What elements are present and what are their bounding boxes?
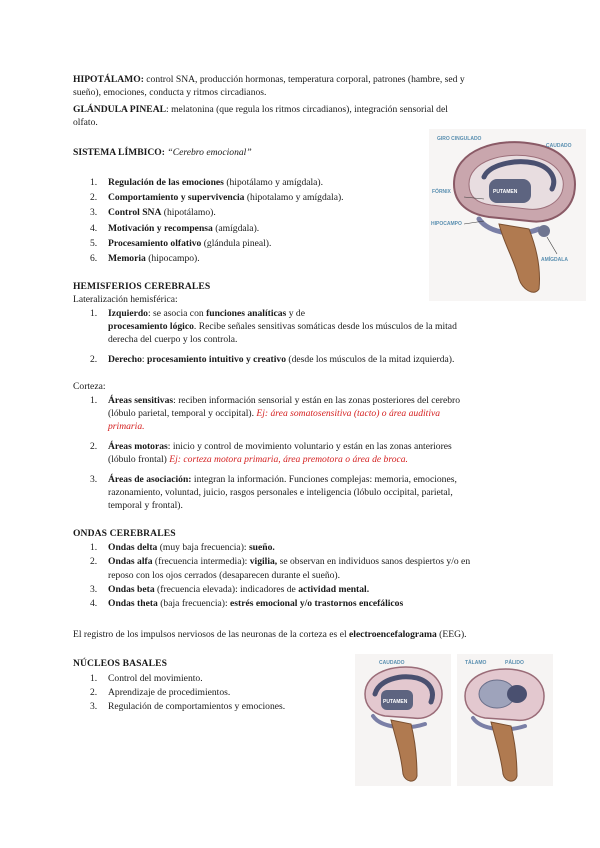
amygdala-shape <box>538 225 550 237</box>
list-item: 5. Procesamiento olfativo (glándula pineal). <box>90 237 272 249</box>
hemisferios-subheading: Lateralización hemisférica: <box>73 294 178 305</box>
hemisferios-list <box>73 307 543 366</box>
list-item: 2. Aprendizaje de procedimientos. <box>90 687 231 698</box>
hipotalamo-heading: HIPOTÁLAMO: <box>73 74 144 85</box>
label-amigdala: AMÍGDALA <box>541 257 568 263</box>
label-putamen: PUTAMEN <box>493 189 518 195</box>
hemisferios-heading: HEMISFERIOS CEREBRALES <box>73 281 211 292</box>
list-item: 1. Regulación de las emociones (hipotálamo y amígdala). <box>90 177 324 188</box>
ondas-heading: ONDAS CEREBRALES <box>73 528 176 539</box>
label-giro-cingulado: GIRO CINGULADO <box>437 136 482 142</box>
corteza-heading: Corteza: <box>73 381 106 392</box>
list-item: 1. Ondas delta (muy baja frecuencia): sueño. <box>90 542 275 553</box>
list-item: 3. Regulación de comportamientos y emociones. <box>90 701 286 712</box>
limbico-list <box>73 175 403 266</box>
list-item: 6. Memoria (hipocampo). <box>90 253 200 265</box>
hipotalamo-text-2: sueño), emociones, conducta y ritmos circadianos. <box>73 87 267 98</box>
list-item: 3. Control SNA (hipotálamo). <box>90 207 216 219</box>
globus-pallidus-shape <box>507 685 527 703</box>
list-item: 3. Ondas beta (frecuencia elevada): indicadores de actividad mental. <box>90 584 370 595</box>
limbico-heading: SISTEMA LÍMBICO: <box>73 147 165 158</box>
list-item: 2. Áreas motoras: inicio y control de movimiento voluntario y están en las zonas anteriores (lóbulo frontal) Ej: corteza motora primaria, área premotora o área de broca. <box>90 441 452 465</box>
limbico-heading-line <box>73 146 252 159</box>
pineal-heading: GLÁNDULA PINEAL <box>73 104 167 115</box>
limbico-subtitle: “Cerebro emocional” <box>167 147 252 158</box>
nucleos-list <box>73 672 353 714</box>
limbic-system-figure <box>429 129 586 301</box>
list-item: 1. Izquierdo: se asocia con funciones analíticas y de procesamiento lógico. Recibe señales sensitivas somáticas desde los músculos de la mitad derecha del cuerpo y los controla. <box>90 308 457 345</box>
list-item: 2. Derecho: procesamiento intuitivo y creativo (desde los músculos de la mitad izquierda). <box>90 354 455 365</box>
list-item: 4. Motivación y recompensa (amígdala). <box>90 222 260 234</box>
basal-ganglia-figure-talamo <box>457 654 553 786</box>
nucleos-heading: NÚCLEOS BASALES <box>73 658 168 669</box>
list-item: 1. Control del movimiento. <box>90 673 203 684</box>
label-putamen: PUTAMEN <box>383 699 408 705</box>
label-caudado: CAUDADO <box>379 660 405 666</box>
list-item: 2. Comportamiento y supervivencia (hipotalamo y amígdala). <box>90 192 344 204</box>
ondas-list <box>73 541 543 611</box>
label-hipocampo: HIPOCAMPO <box>431 221 462 227</box>
pineal-text-2: olfato. <box>73 117 98 128</box>
label-talamo: TÁLAMO <box>465 660 487 666</box>
label-fornix: FÓRNIX <box>432 189 451 195</box>
basal-ganglia-figure-caudado <box>355 654 451 786</box>
hipotalamo-paragraph <box>73 73 533 99</box>
list-item: 3. Áreas de asociación: integran la información. Funciones complejas: memoria, emociones, razonamiento, voluntad, juicio, rasgos personales e inteligencia (lóbulo occipital, parietal, temporal y frontal). <box>90 474 457 511</box>
label-caudado: CAUDADO <box>546 143 572 149</box>
label-palido: PÁLIDO <box>505 660 524 666</box>
eeg-paragraph: El registro de los impulsos nerviosos de las neuronas de la corteza es el electroencefalograma (EEG). <box>73 629 467 640</box>
pineal-text-1: : melatonina (que regula los ritmos circadianos), integración sensorial del <box>166 104 448 115</box>
hipotalamo-text-1: control SNA, producción hormonas, temperatura corporal, patrones (hambre, sed y <box>143 74 465 85</box>
corteza-list <box>73 394 543 512</box>
pineal-paragraph <box>73 103 533 129</box>
list-item: 4. Ondas theta (baja frecuencia): estrés emocional y/o trastornos encefálicos <box>90 598 404 609</box>
list-item: 2. Ondas alfa (frecuencia intermedia): vigilia, se observan en individuos sanos despiertos y/o en reposo con los ojos cerrados (desaparecen durante el sueño). <box>90 556 471 581</box>
list-item: 1. Áreas sensitivas: reciben información sensorial y están en las zonas posteriores del cerebro (lóbulo parietal, temporal y occipital). Ej: área somatosensitiva (tacto) o área auditiva primaria. <box>90 395 461 432</box>
